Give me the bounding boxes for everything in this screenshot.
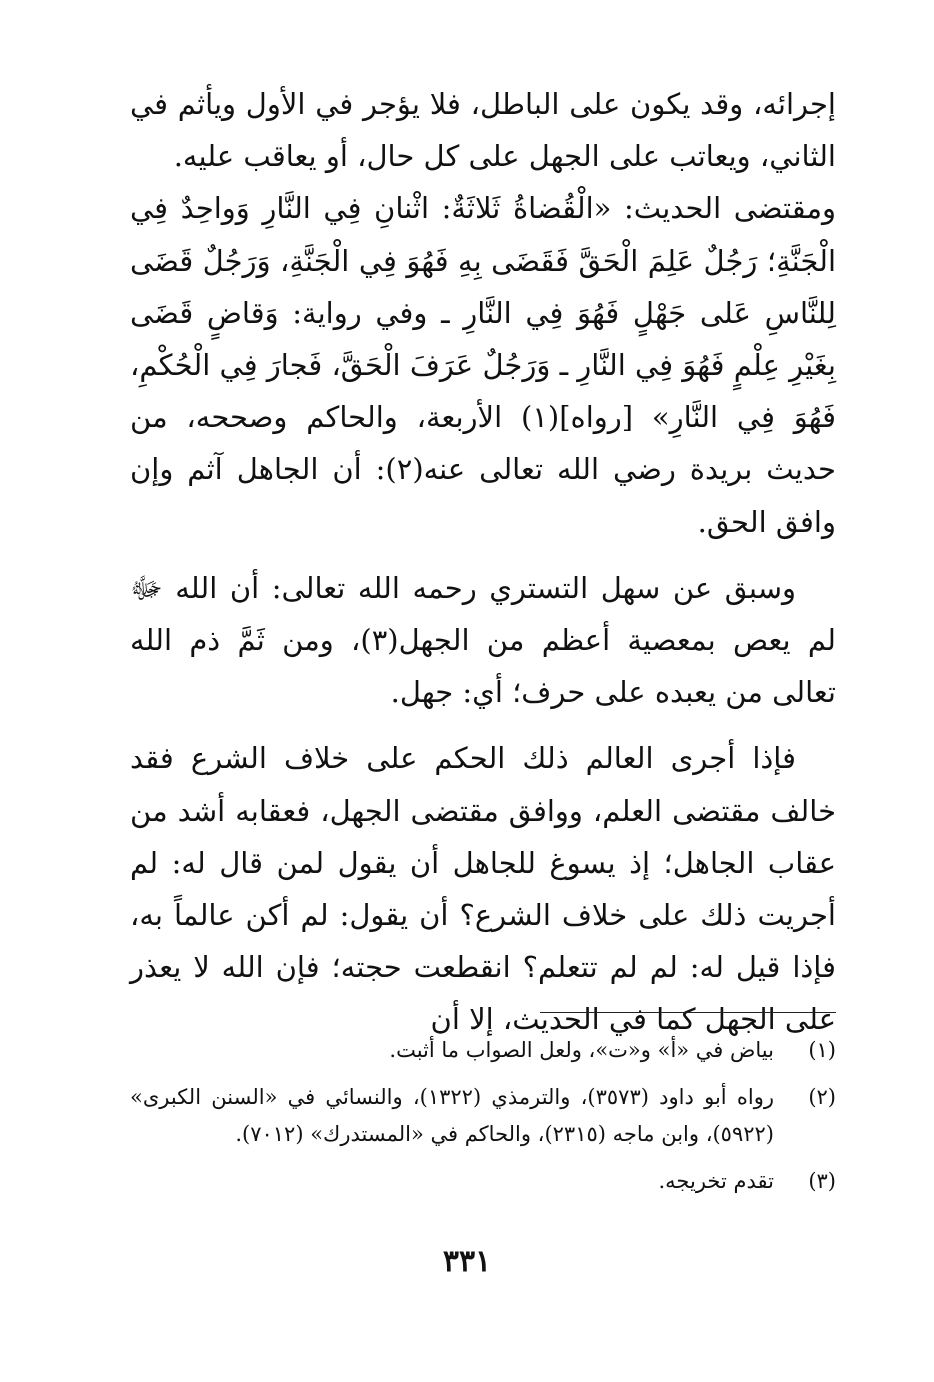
footnote <box>130 1163 836 1200</box>
footnotes <box>130 1032 836 1210</box>
paragraph: فإذا أجرى العالم ذلك الحكم على خلاف الشرع فقد خالف مقتضى العلم، ووافق مقتضى الجهل، فعقابه أشد من عقاب الجاهل؛ إذ يسوغ للجاهل أن يقول لمن قال له: لم أجريت ذلك على خلاف الشرع؟ أن يقول: لم أكن عالماً به، فإذا قيل له: لم لم تتعلم؟ انقطعت حجته؛ فإن الله لا يعذر على الجهل كما في الحديث، إلا أن <box>130 741 836 1037</box>
footnote-separator <box>540 1012 836 1013</box>
footnote-number: (١) <box>808 1038 836 1062</box>
footnote-number: (٢) <box>808 1085 836 1109</box>
paragraph: ومقتضى الحديث: «الْقُضاةُ ثَلاثَةٌ: اثْنانِ فِي النَّارِ وَواحِدٌ فِي الْجَنَّةِ؛ رَجُلٌ عَلِمَ الْحَقَّ فَقَضَى بِهِ فَهُوَ فِي الْجَنَّةِ، وَرَجُلٌ قَضَى لِلنَّاسِ عَلى جَهْلٍ فَهُوَ فِي النَّارِ ـ وفي رواية: وَقاضٍ قَضَى بِغَيْرِ عِلْمٍ فَهُوَ فِي النَّارِ ـ وَرَجُلٌ عَرَفَ الْحَقَّ، فَجارَ فِي الْحُكْمِ، فَهُوَ فِي النَّارِ» [رواه](١) الأربعة، والحاكم وصححه، من حديث بريدة رضي الله تعالى عنه(٢): أن الجاهل آثم وإن وافق الحق. <box>130 191 836 539</box>
footnote <box>130 1032 836 1069</box>
footnote-number: (٣) <box>808 1169 836 1193</box>
main-text <box>130 78 836 1046</box>
footnote-text: تقدم تخريجه. <box>658 1169 774 1193</box>
footnote-text: رواه أبو داود (٣٥٧٣)، والترمذي (١٣٢٢)، والنسائي في «السنن الكبرى» (٥٩٢٢)، وابن ماجه (٢٣١٥)، والحاكم في «المستدرك» (٧٠١٢). <box>130 1085 774 1146</box>
paragraph: وسبق عن سهل التستري رحمه الله تعالى: أن الله ﷻ لم يعص بمعصية أعظم من الجهل(٣)، ومن ثَمَّ ذم الله تعالى من يعبده على حرف؛ أي: جهل. <box>130 570 836 710</box>
footnote <box>130 1079 836 1153</box>
paragraph: إجرائه، وقد يكون على الباطل، فلا يؤجر في الأول ويأثم في الثاني، ويعاتب على الجهل على كل حال، أو يعاقب عليه. <box>130 87 836 174</box>
footnote-text: بياض في «أ» و«ت»، ولعل الصواب ما أثبت. <box>389 1038 774 1062</box>
page-number: ٣٣١ <box>442 1244 492 1279</box>
